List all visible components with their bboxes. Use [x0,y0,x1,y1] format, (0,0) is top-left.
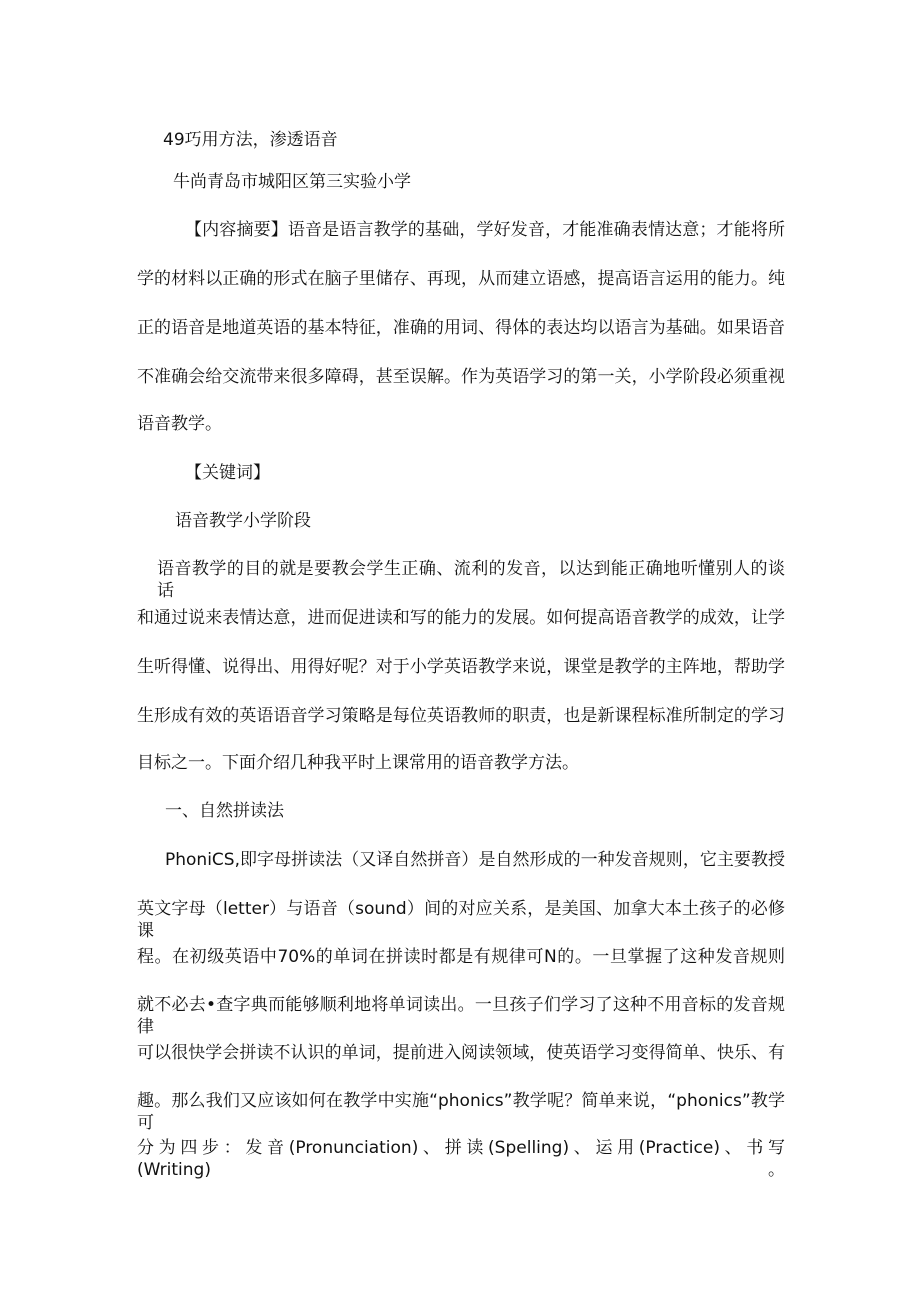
document-title: 49巧用方法，渗透语音 [163,130,338,150]
intro-line: 语音教学的目的就是要教会学生正确、流利的发音，以达到能正确地听懂别人的谈话 [157,559,785,601]
abstract-line: 不准确会给交流带来很多障碍，甚至误解。作为英语学习的第一关，小学阶段必须重视 [137,367,785,387]
abstract-line: 正的语音是地道英语的基本特征，准确的用词、得体的表达均以语言为基础。如果语音 [137,318,785,338]
intro-line: 和通过说来表情达意，进而促进读和写的能力的发展。如何提高语音教学的成效，让学 [137,608,785,628]
abstract-line: 学的材料以正确的形式在脑子里储存、再现，从而建立语感，提高语言运用的能力。纯 [137,269,785,289]
keywords-text: 语音教学小学阶段 [175,511,311,531]
section-line: PhoniCS,即字母拼读法（又译自然拼音）是自然形成的一种发音规则，它主要教授 [165,850,785,870]
section-line: 英文字母（letter）与语音（sound）间的对应关系，是美国、加拿大本土孩子的必修课 [137,899,785,941]
intro-line: 生听得懂、说得出、用得好呢？对于小学英语教学来说，课堂是教学的主阵地，帮助学 [137,657,785,677]
keywords-label: 【关键词】 [185,463,270,483]
section-line: 就不必去•查字典而能够顺利地将单词读出。一旦孩子们学习了这种不用音标的发音规律 [137,995,785,1037]
section-line: 趣。那么我们又应该如何在教学中实施“phonics”教学呢？简单来说，“phonics”教学可 [137,1091,785,1133]
intro-line: 生形成有效的英语语音学习策略是每位英语教师的职责，也是新课程标准所制定的学习 [137,706,785,726]
section-line: 程。在初级英语中70%的单词在拼读时都是有规律可N的。一旦掌握了这种发音规则 [137,947,785,967]
section-heading: 一、自然拼读法 [165,801,284,821]
intro-line: 目标之一。下面介绍几种我平时上课常用的语音教学方法。 [137,753,579,773]
section-line: 分为四步：发音(Pronunciation)、拼读(Spelling)、运用(Practice)、书写(Writing)。 [137,1138,785,1180]
abstract-line: 【内容摘要】语音是语言教学的基础，学好发音，才能准确表情达意；才能将所 [185,220,785,240]
abstract-line: 语音教学。 [137,414,222,434]
author-line: 牛尚青岛市城阳区第三实验小学 [173,172,411,192]
section-line: 可以很快学会拼读不认识的单词，提前进入阅读领域，使英语学习变得简单、快乐、有 [137,1043,785,1063]
